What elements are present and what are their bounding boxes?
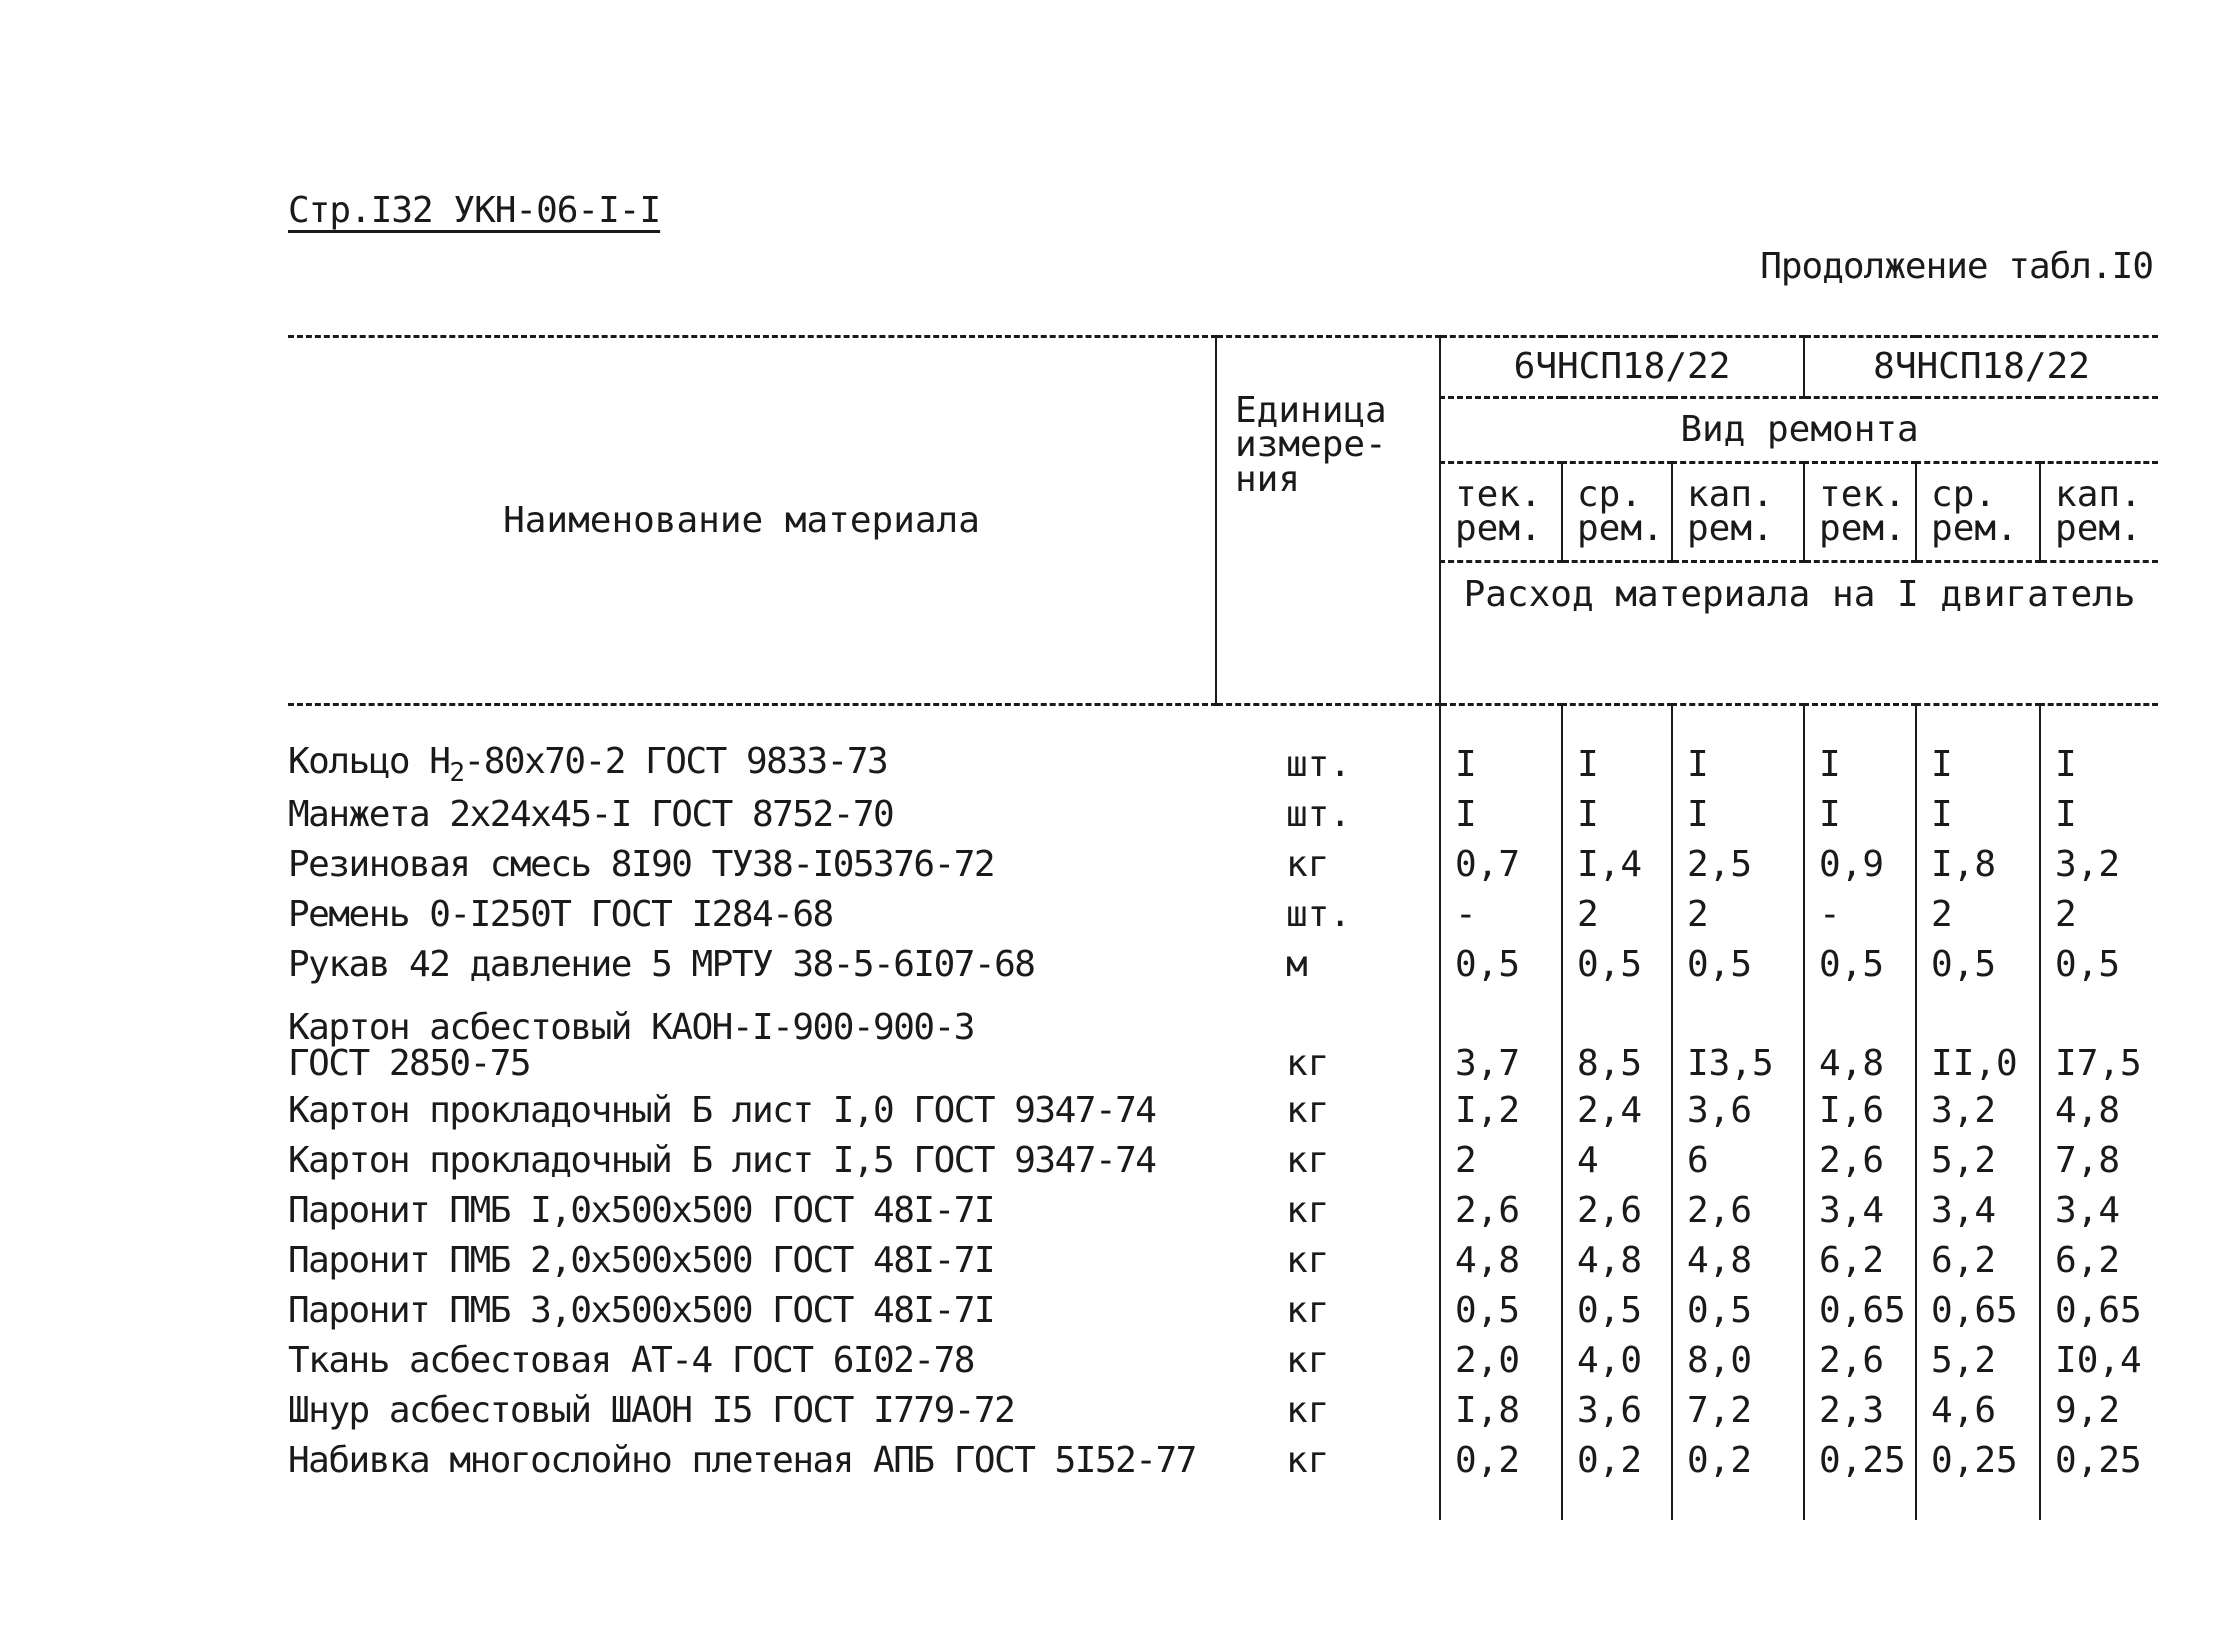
unit-cell: кг	[1216, 1086, 1440, 1136]
table-row	[288, 1286, 2158, 1336]
value-cell: 3,4	[2055, 1190, 2121, 1231]
unit-cell: кг	[1216, 840, 1440, 890]
value-cell: 2,6	[1440, 1186, 1562, 1236]
value-cell: 4,8	[1440, 1236, 1562, 1286]
table-row	[288, 940, 2158, 990]
value-cell: 0,2	[1440, 1436, 1562, 1486]
value-cell: I	[1440, 790, 1562, 840]
spacer-cell	[1916, 1486, 2040, 1520]
value-cell: 3,7	[1440, 990, 1562, 1086]
value-cell: I	[1916, 790, 2040, 840]
value-cell: 3,6	[1562, 1386, 1672, 1436]
value-cell: 6,2	[2055, 1240, 2121, 1281]
unit-cell: шт.	[1216, 740, 1440, 790]
material-name: Манжета 2х24х45-I ГОСТ 8752-70	[288, 794, 894, 835]
consumption-header: Расход материала на I двигатель	[1440, 562, 2158, 705]
value-cell: -	[1440, 890, 1562, 940]
value-cell: 3,2	[1916, 1086, 2040, 1136]
column-header-name	[288, 337, 1216, 705]
value-cell: 4	[1562, 1136, 1672, 1186]
model-header-8chnsp: 8ЧНСП18/22	[1804, 337, 2158, 398]
table-row	[288, 1236, 2158, 1286]
material-name	[288, 990, 1216, 1086]
value-cell: I3,5	[1672, 990, 1804, 1086]
value-cell: I,8	[1440, 1386, 1562, 1436]
value-cell: 0,65	[2055, 1290, 2142, 1331]
column-header-name-text: Наименование материала	[503, 499, 980, 541]
material-name: Паронит ПМБ 3,0х500х500 ГОСТ 48I-7I	[288, 1290, 995, 1331]
value-cell: 0,5	[1672, 940, 1804, 990]
value-cell: 2,6	[1562, 1186, 1672, 1236]
spacer-cell	[1562, 705, 1672, 741]
value-cell: 2	[1672, 890, 1804, 940]
value-cell: 2	[1562, 890, 1672, 940]
value-cell: I	[1562, 790, 1672, 840]
value-cell: 0,9	[1804, 840, 1916, 890]
table-row	[288, 1136, 2158, 1186]
value-cell: 0,5	[1440, 940, 1562, 990]
value-cell: I7,5	[2055, 1043, 2142, 1084]
spacer-cell	[1440, 1486, 1562, 1520]
unit-cell: кг	[1216, 1186, 1440, 1236]
spacer-cell	[288, 705, 1216, 741]
value-cell: I	[2055, 744, 2077, 785]
value-cell: 0,5	[1672, 1286, 1804, 1336]
value-cell: 0,25	[1804, 1436, 1916, 1486]
value-cell: I	[1440, 740, 1562, 790]
unit-cell: кг	[1216, 1236, 1440, 1286]
value-cell: 2	[1916, 890, 2040, 940]
value-cell: 2	[1440, 1136, 1562, 1186]
table-row	[288, 1086, 2158, 1136]
value-cell: 7,8	[2055, 1140, 2121, 1181]
material-name-line1: Картон асбестовый КАОН-I-900-900-3	[288, 1007, 974, 1048]
spacer-cell	[288, 1486, 1216, 1520]
repair-type-header: Вид ремонта	[1440, 398, 2158, 463]
value-cell: 4,8	[1804, 990, 1916, 1086]
value-cell: 6,2	[1804, 1236, 1916, 1286]
unit-cell: м	[1216, 940, 1440, 990]
value-cell: 3,2	[2055, 844, 2121, 885]
value-cell: 5,2	[1916, 1336, 2040, 1386]
value-cell: 0,65	[1916, 1286, 2040, 1336]
value-cell: 2,6	[1804, 1336, 1916, 1386]
table-row	[288, 990, 2158, 1086]
value-cell: I,2	[1440, 1086, 1562, 1136]
unit-cell: шт.	[1216, 890, 1440, 940]
material-name-line2: ГОСТ 2850-75	[288, 1043, 531, 1084]
material-name: Картон прокладочный Б лист I,0 ГОСТ 9347-74	[288, 1090, 1156, 1131]
value-cell: 3,6	[1672, 1086, 1804, 1136]
material-name: Шнур асбестовый ШАОН I5 ГОСТ I779-72	[288, 1390, 1015, 1431]
value-cell: I,8	[1916, 840, 2040, 890]
materials-table	[288, 335, 2158, 1520]
subheader-sr-rem-2: ср. рем.	[1916, 463, 2040, 562]
table-row	[288, 840, 2158, 890]
value-cell: 2,5	[1672, 840, 1804, 890]
unit-cell: шт.	[1216, 790, 1440, 840]
material-name: Паронит ПМБ 2,0х500х500 ГОСТ 48I-7I	[288, 1240, 995, 1281]
spacer-cell	[2040, 705, 2158, 741]
value-cell: II,0	[1916, 990, 2040, 1086]
value-cell: 0,5	[2055, 944, 2121, 985]
value-cell: I	[1804, 790, 1916, 840]
value-cell: 9,2	[2055, 1390, 2121, 1431]
unit-cell: кг	[1216, 1136, 1440, 1186]
value-cell: 0,2	[1562, 1436, 1672, 1486]
table-row	[288, 1186, 2158, 1236]
model-header-6chnsp: 6ЧНСП18/22	[1440, 337, 1804, 398]
value-cell: 6,2	[1916, 1236, 2040, 1286]
material-name: Ткань асбестовая АТ-4 ГОСТ 6I02-78	[288, 1340, 974, 1381]
unit-cell: кг	[1216, 1336, 1440, 1386]
spacer-cell	[1804, 705, 1916, 741]
table-row	[288, 1386, 2158, 1436]
material-name: Картон прокладочный Б лист I,5 ГОСТ 9347-74	[288, 1140, 1156, 1181]
value-cell: 4,6	[1916, 1386, 2040, 1436]
value-cell: 2,4	[1562, 1086, 1672, 1136]
value-cell: I	[1562, 740, 1672, 790]
spacer-cell	[1562, 1486, 1672, 1520]
value-cell: 5,2	[1916, 1136, 2040, 1186]
value-cell: 0,5	[1440, 1286, 1562, 1336]
material-name: Ремень 0-I250Т ГОСТ I284-68	[288, 894, 833, 935]
material-name	[288, 740, 1216, 790]
value-cell: 0,65	[1804, 1286, 1916, 1336]
spacer-row	[288, 705, 2158, 741]
column-header-unit: Единица измере-ния	[1216, 337, 1440, 705]
table-row	[288, 790, 2158, 840]
value-cell: 3,4	[1804, 1186, 1916, 1236]
value-cell: 0,2	[1672, 1436, 1804, 1486]
table-continuation-label: Продолжение табл.I0	[1760, 246, 2153, 287]
table-row	[288, 890, 2158, 940]
value-cell: 2,0	[1440, 1336, 1562, 1386]
value-cell: 4,0	[1562, 1336, 1672, 1386]
spacer-cell	[1216, 705, 1440, 741]
subheader-sr-rem-1: ср. рем.	[1562, 463, 1672, 562]
value-cell: I	[1916, 740, 2040, 790]
value-cell: 0,25	[1916, 1436, 2040, 1486]
value-cell: 2,6	[1804, 1136, 1916, 1186]
value-cell: 0,7	[1440, 840, 1562, 890]
value-cell: 8,0	[1672, 1336, 1804, 1386]
value-cell: 0,5	[1562, 1286, 1672, 1336]
subheader-kap-rem-2: кап. рем.	[2040, 463, 2158, 562]
value-cell: I	[1672, 740, 1804, 790]
spacer-cell	[1440, 705, 1562, 741]
table-row	[288, 1436, 2158, 1486]
spacer-cell	[1672, 705, 1804, 741]
spacer-cell	[1216, 1486, 1440, 1520]
value-cell: 0,25	[2055, 1440, 2142, 1481]
material-name-part: Кольцо Н	[288, 741, 450, 782]
header-row-models	[288, 337, 2158, 398]
spacer-cell	[1804, 1486, 1916, 1520]
value-cell: 4,8	[2055, 1090, 2121, 1131]
unit-cell: кг	[1216, 1436, 1440, 1486]
value-cell: 0,5	[1916, 940, 2040, 990]
subheader-tek-rem-1: тек. рем.	[1440, 463, 1562, 562]
value-cell: 4,8	[1672, 1236, 1804, 1286]
value-cell: 3,4	[1916, 1186, 2040, 1236]
unit-cell: кг	[1216, 1286, 1440, 1336]
material-name-part: -80х70-2 ГОСТ 9833-73	[463, 741, 888, 782]
value-cell: 4,8	[1562, 1236, 1672, 1286]
value-cell: 8,5	[1562, 990, 1672, 1086]
value-cell: 7,2	[1672, 1386, 1804, 1436]
value-cell: 2	[2055, 894, 2077, 935]
value-cell: I	[1672, 790, 1804, 840]
value-cell: 0,5	[1804, 940, 1916, 990]
value-cell: 6	[1672, 1136, 1804, 1186]
material-name-subscript: 2	[449, 758, 464, 788]
material-name: Набивка многослойно плетеная АПБ ГОСТ 5I52-77	[288, 1440, 1196, 1481]
material-name: Рукав 42 давление 5 МРТУ 38-5-6I07-68	[288, 944, 1035, 985]
spacer-cell	[1672, 1486, 1804, 1520]
value-cell: I,4	[1562, 840, 1672, 890]
table-row	[288, 740, 2158, 790]
spacer-row	[288, 1486, 2158, 1520]
spacer-cell	[2040, 1486, 2158, 1520]
spacer-cell	[1916, 705, 2040, 741]
material-name: Резиновая смесь 8I90 ТУ38-I05376-72	[288, 844, 995, 885]
page-reference: Стр.I32 УКН-06-I-I	[288, 190, 661, 231]
subheader-kap-rem-1: кап. рем.	[1672, 463, 1804, 562]
table-row	[288, 1336, 2158, 1386]
value-cell: I0,4	[2055, 1340, 2142, 1381]
material-name: Паронит ПМБ I,0х500х500 ГОСТ 48I-7I	[288, 1190, 995, 1231]
value-cell: I	[1804, 740, 1916, 790]
value-cell: 0,5	[1562, 940, 1672, 990]
unit-cell: кг	[1216, 1386, 1440, 1436]
subheader-tek-rem-2: тек. рем.	[1804, 463, 1916, 562]
value-cell: 2,3	[1804, 1386, 1916, 1436]
value-cell: I	[2055, 794, 2077, 835]
value-cell: 2,6	[1672, 1186, 1804, 1236]
unit-cell: кг	[1216, 990, 1440, 1086]
value-cell: I,6	[1804, 1086, 1916, 1136]
value-cell: -	[1804, 890, 1916, 940]
